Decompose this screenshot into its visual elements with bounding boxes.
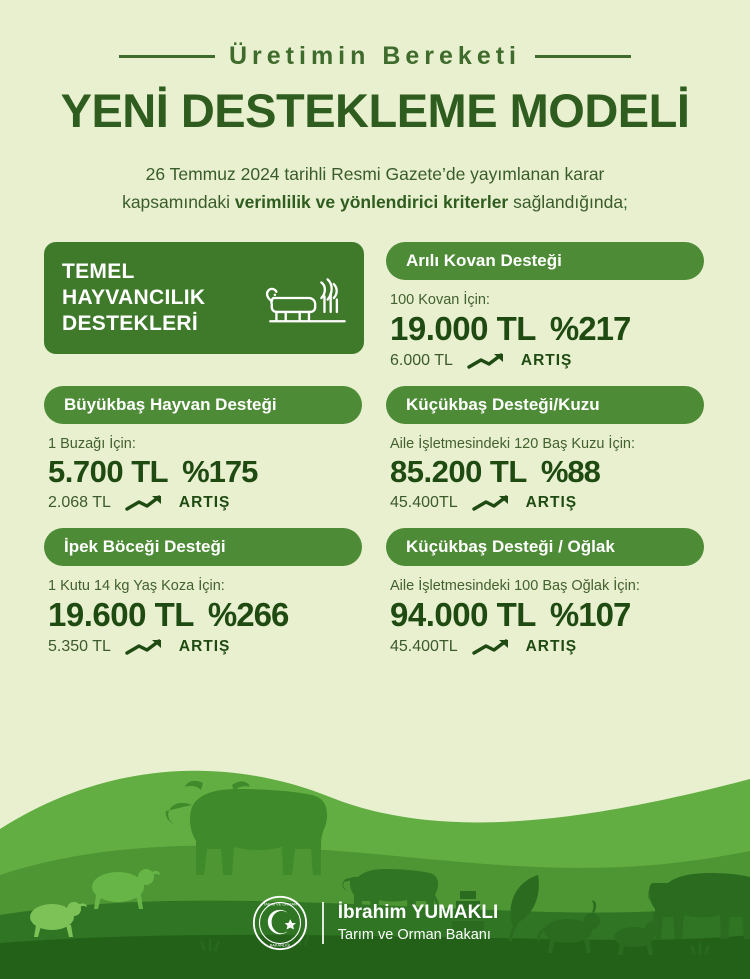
card-title: Küçükbaş Desteği / Oğlak: [386, 528, 704, 566]
minister-block: [338, 900, 498, 945]
card-title: Arılı Kovan Desteği: [386, 242, 704, 280]
minister-title: Tarım ve Orman Bakanı: [337, 927, 491, 944]
card-old-amount: 2.068 TL: [48, 494, 111, 511]
trend-up-arrow-icon: [125, 494, 165, 512]
card-percent: %217: [549, 310, 631, 347]
feature-card: [44, 242, 364, 370]
card-old-row: [390, 638, 706, 656]
card-amount: 5.700 TL: [48, 454, 169, 489]
trend-up-arrow-icon: [467, 352, 507, 370]
card-increase-label: ARTIŞ: [178, 494, 231, 511]
intro-line-2-pre: kapsamındaki: [122, 192, 235, 212]
card-old-row: [48, 494, 364, 512]
feature-line-3: DESTEKLERİ: [62, 312, 199, 336]
card-subtitle: 100 Kovan İçin:: [390, 292, 490, 308]
card-buyukbas: [44, 386, 364, 512]
cards-grid: [0, 242, 750, 656]
card-percent: %107: [549, 596, 631, 633]
card-old-row: [390, 494, 706, 512]
card-old-row: [390, 352, 706, 370]
card-old-amount: 6.000 TL: [390, 352, 453, 369]
card-amount: 85.200 TL: [390, 454, 527, 489]
card-percent: %88: [540, 454, 600, 489]
card-old-amount: 45.400TL: [390, 638, 458, 655]
card-title: Büyükbaş Hayvan Desteği: [44, 386, 362, 424]
card-old-amount: 45.400TL: [390, 494, 458, 511]
card-amount-row: [390, 310, 706, 348]
card-increase-label: ARTIŞ: [520, 352, 573, 369]
card-subtitle: 1 Kutu 14 kg Yaş Koza İçin:: [48, 578, 225, 594]
intro-line-2-post: sağlandığında;: [508, 192, 628, 212]
card-amount-row: [390, 454, 706, 490]
card-amount: 19.000 TL: [390, 310, 536, 347]
card-amount-row: [390, 596, 706, 634]
intro-line-1: 26 Temmuz 2024 tarihli Resmi Gazete’de yayımlanan karar: [145, 164, 605, 184]
card-amount: 94.000 TL: [390, 596, 536, 633]
trend-up-arrow-icon: [472, 638, 512, 656]
card-arili-kovan: [386, 242, 706, 370]
footer-divider: [322, 902, 324, 944]
trend-up-arrow-icon: [472, 494, 512, 512]
card-title: İpek Böceği Desteği: [44, 528, 362, 566]
eyebrow-rule-right: [535, 55, 631, 58]
card-subtitle: Aile İşletmesindeki 120 Baş Kuzu İçin:: [390, 436, 636, 452]
card-increase-label: ARTIŞ: [525, 494, 578, 511]
svg-text:BAKANLIĞI: BAKANLIĞI: [269, 942, 291, 948]
eyebrow-row: [0, 42, 750, 71]
feature-line-2: HAYVANCILIK: [62, 285, 206, 309]
page-title: YENİ DESTEKLEME MODELİ: [60, 84, 690, 137]
card-amount-row: [48, 454, 364, 490]
card-amount: 19.600 TL: [48, 596, 194, 633]
card-old-row: [48, 638, 364, 656]
ministry-emblem-icon: [252, 895, 308, 951]
card-old-amount: 5.350 TL: [48, 638, 111, 655]
footer-signature: [0, 895, 750, 951]
card-kucukbas-oglak: [386, 528, 706, 656]
minister-last-name: YUMAKLI: [411, 902, 499, 924]
feature-box: [44, 242, 364, 354]
card-ipek-bocegi: [44, 528, 364, 656]
eyebrow-rule-left: [119, 55, 215, 58]
card-increase-label: ARTIŞ: [178, 638, 231, 655]
svg-text:TARIM VE ORMAN: TARIM VE ORMAN: [262, 901, 297, 907]
feature-text: [62, 259, 205, 338]
cow-icon: [258, 267, 346, 329]
card-amount-row: [48, 596, 364, 634]
intro-line-2-bold: verimlilik ve yönlendirici kriterler: [234, 192, 509, 212]
card-subtitle: Aile İşletmesindeki 100 Baş Oğlak İçin:: [390, 578, 640, 594]
infographic-page: [0, 42, 750, 979]
trend-up-arrow-icon: [125, 638, 165, 656]
minister-name: [338, 900, 498, 926]
card-subtitle: 1 Buzağı İçin:: [48, 436, 136, 452]
eyebrow-text: Üretimin Bereketi: [228, 42, 522, 70]
card-title: Küçükbaş Desteği/Kuzu: [386, 386, 704, 424]
card-percent: %266: [207, 596, 289, 633]
card-kucukbas-kuzu: [386, 386, 706, 512]
intro-paragraph: [75, 160, 675, 216]
feature-line-1: TEMEL: [62, 259, 135, 283]
card-increase-label: ARTIŞ: [525, 638, 578, 655]
minister-first-name: İbrahim: [337, 902, 412, 924]
card-percent: %175: [182, 454, 258, 489]
